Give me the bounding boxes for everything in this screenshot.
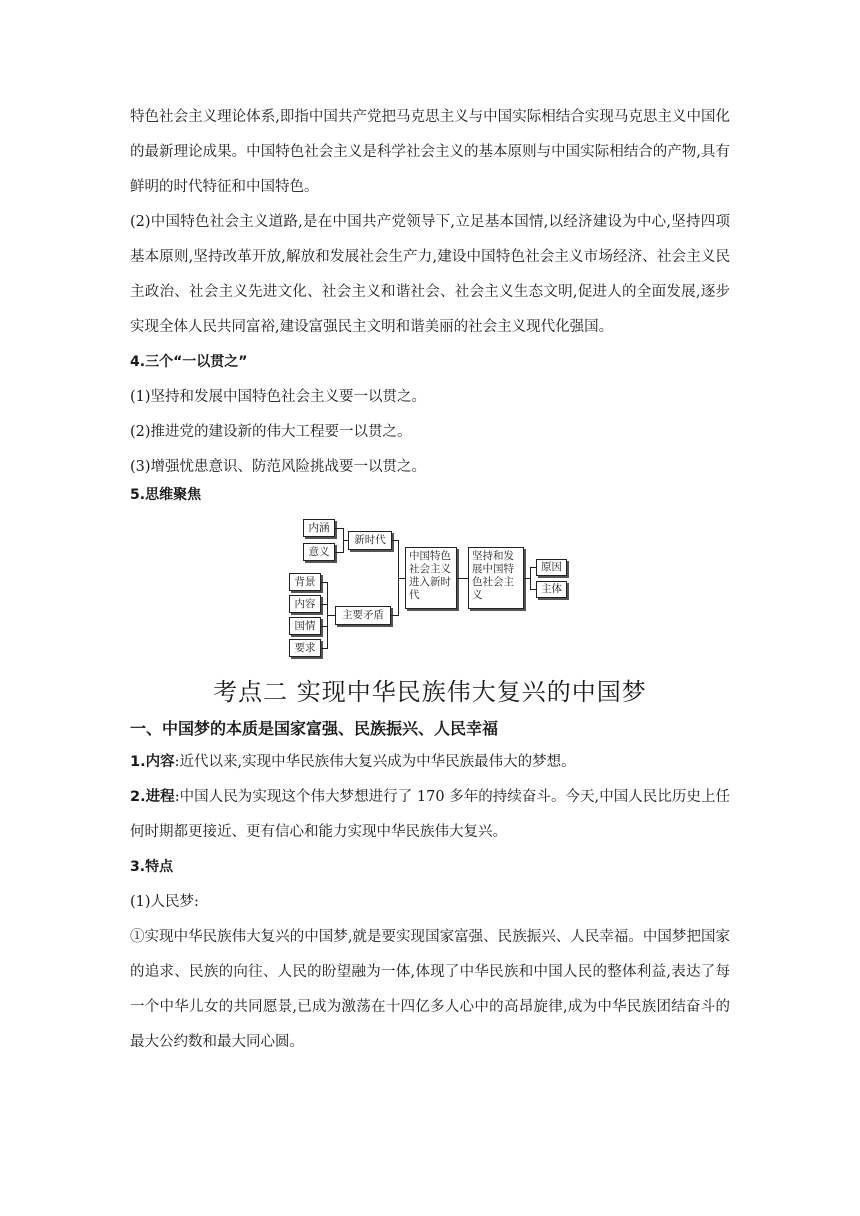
box-main-contradiction: 主要矛盾	[335, 606, 391, 625]
section-5-title: .思维聚焦	[139, 487, 202, 503]
top-paragraphs	[130, 100, 730, 345]
box-uphold-develop: 坚持和发展中国特色社会主义	[468, 547, 524, 609]
box-yiyi: 意义	[303, 543, 335, 561]
list-item: (1)坚持和发展中国特色社会主义要一以贯之。	[130, 389, 427, 405]
list-item: (2)推进党的建设新的伟大工程要一以贯之。	[130, 424, 412, 440]
section-4-heading	[130, 345, 730, 380]
item-features-label: .特点	[139, 859, 174, 875]
box-beijing: 背景	[289, 573, 321, 591]
item-content-label: .内容	[140, 754, 175, 770]
box-yaoqiu: 要求	[289, 639, 321, 657]
section-4-number: 4	[130, 354, 140, 370]
item-content: 1.内容:近代以来,实现中华民族伟大复兴成为中华民族最伟大的梦想。	[130, 754, 576, 770]
box-new-era: 新时代	[348, 531, 392, 550]
sub-item-people-dream: (1)人民梦:	[130, 894, 199, 910]
item-process-text: :中国人民为实现这个伟大梦想进行了 170 多年的持续奋斗。今天,中国人民比历史上任何时期都更接近、更有信心和能力实现中华民族伟大复兴。	[130, 789, 730, 840]
box-center-new-era: 中国特色社会主义进入新时代	[405, 547, 457, 609]
list-item: (3)增强忧患意识、防范风险挑战要一以贯之。	[130, 459, 427, 475]
item-features: 3.特点	[130, 859, 174, 875]
item-process-label: .进程	[140, 789, 175, 805]
section-5-heading	[130, 478, 730, 513]
paragraph-theory: 特色社会主义理论体系,即指中国共产党把马克思主义与中国实际相结合实现马克思主义中国化的最新理论成果。中国特色社会主义是科学社会主义的基本原则与中国实际相结合的产物,具有鲜明的时代特征和中国特色。	[130, 109, 730, 195]
box-neihan: 内涵	[303, 519, 335, 537]
part-1-heading: 一、中国梦的本质是国家富强、民族振兴、人民幸福	[130, 719, 499, 738]
item-process: 2.进程:中国人民为实现这个伟大梦想进行了 170 多年的持续奋斗。今天,中国人民比历史上任何时期都更接近、更有信心和能力实现中华民族伟大复兴。	[130, 789, 730, 840]
paragraph-road: (2)中国特色社会主义道路,是在中国共产党领导下,立足基本国情,以经济建设为中心,坚持四项基本原则,坚持改革开放,解放和发展社会生产力,建设中国特色社会主义市场经济、社会主义民主政治、社会主义先进文化、社会主义和谐社会、社会主义生态文明,促进人的全面发展,逐步实现全体人民共同富裕,建设富强民主文明和谐美丽的社会主义现代化强国。	[130, 214, 730, 335]
sub-item-people-dream-text: ①实现中华民族伟大复兴的中国梦,就是要实现国家富强、民族振兴、人民幸福。中国梦把国家的追求、民族的向往、人民的盼望融为一体,体现了中华民族和中国人民的整体利益,表达了每一个中华儿女的共同愿景,已成为激荡在十四亿多人心中的高昂旋律,成为中华民族团结奋斗的最大公约数和最大同心圆。	[130, 929, 730, 1050]
mind-map-diagram	[294, 516, 602, 666]
kaodian-title: 考点二 实现中华民族伟大复兴的中国梦	[213, 678, 647, 706]
box-reason: 原因	[536, 559, 567, 576]
item-content-text: :近代以来,实现中华民族伟大复兴成为中华民族最伟大的梦想。	[174, 754, 576, 770]
section-4-list	[130, 380, 730, 485]
part-1-body	[130, 745, 730, 1060]
box-subject: 主体	[536, 581, 567, 598]
box-guoqing: 国情	[289, 617, 321, 635]
box-neirong: 内容	[289, 595, 321, 613]
section-5-number: 5	[130, 487, 140, 503]
section-4-title: .三个“一以贯之”	[139, 354, 248, 370]
